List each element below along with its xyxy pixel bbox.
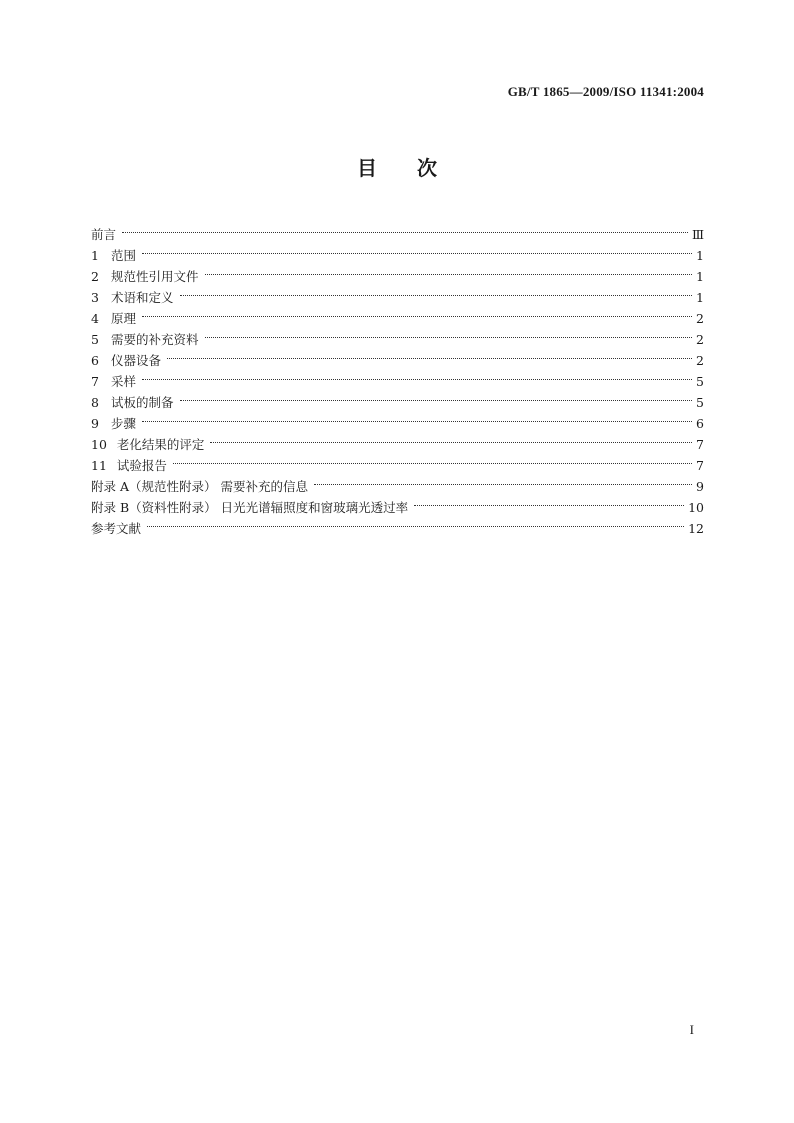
toc-entry-label: 附录 A（规范性附录） 需要补充的信息	[91, 479, 308, 494]
toc-entry-assessment[interactable]	[91, 428, 704, 452]
toc-entry-page: 6	[696, 416, 704, 431]
page-number: I	[689, 1022, 694, 1037]
toc-entry-page: 1	[696, 290, 704, 305]
toc-leader-dots	[142, 407, 692, 428]
toc-entry-number: 3	[91, 290, 99, 305]
toc-leader-dots	[205, 260, 692, 281]
toc-entry-number: 7	[91, 374, 99, 389]
toc-entry-number: 2	[91, 269, 99, 284]
toc-entry-label: 试验报告	[116, 458, 167, 473]
toc-entry-number: 8	[91, 395, 99, 410]
toc-leader-dots	[314, 470, 692, 491]
toc-entry-number: 6	[91, 353, 99, 368]
toc-leader-dots	[180, 386, 692, 407]
toc-entry-number: 10	[91, 437, 107, 452]
toc-entry-page: 7	[696, 437, 704, 452]
toc-entry-terms-definitions[interactable]	[91, 281, 704, 305]
toc-leader-dots	[180, 281, 692, 302]
toc-entry-label: 范围	[111, 248, 137, 263]
toc-entry-page: 10	[688, 500, 704, 515]
toc-entry-page: 9	[696, 479, 704, 494]
toc-entry-label: 老化结果的评定	[116, 437, 205, 452]
toc-leader-dots	[147, 512, 684, 533]
table-of-contents	[91, 218, 704, 536]
toc-entry-test-report[interactable]	[91, 449, 704, 473]
page-title: 目次	[357, 156, 477, 180]
toc-entry-page: 12	[688, 521, 704, 536]
toc-entry-label: 原理	[111, 311, 137, 326]
toc-entry-page: 2	[696, 332, 704, 347]
toc-entry-label: 采样	[111, 374, 137, 389]
toc-entry-apparatus[interactable]	[91, 344, 704, 368]
toc-entry-panel-preparation[interactable]	[91, 386, 704, 410]
toc-leader-dots	[142, 365, 692, 386]
toc-entry-page: 7	[696, 458, 704, 473]
toc-entry-label: 仪器设备	[111, 353, 162, 368]
toc-leader-dots	[173, 449, 692, 470]
toc-entry-page: 5	[696, 395, 704, 410]
toc-entry-number: 11	[91, 458, 107, 473]
toc-entry-foreword[interactable]	[91, 218, 704, 242]
toc-entry-label: 参考文献	[91, 521, 142, 536]
toc-entry-number: 9	[91, 416, 99, 431]
toc-entry-label: 前言	[91, 227, 117, 242]
toc-leader-dots	[142, 302, 692, 323]
toc-entry-label: 试板的制备	[111, 395, 174, 410]
toc-entry-page: 5	[696, 374, 704, 389]
toc-entry-number: 1	[91, 248, 99, 263]
toc-entry-page: 2	[696, 311, 704, 326]
toc-entry-sampling[interactable]	[91, 365, 704, 389]
toc-entry-page: 2	[696, 353, 704, 368]
toc-entry-scope[interactable]	[91, 239, 704, 263]
toc-entry-supplementary-info[interactable]	[91, 323, 704, 347]
toc-leader-dots	[414, 491, 684, 512]
toc-leader-dots	[142, 239, 692, 260]
toc-entry-principle[interactable]	[91, 302, 704, 326]
toc-leader-dots	[167, 344, 692, 365]
toc-entry-page: Ⅲ	[691, 227, 704, 242]
toc-entry-label: 规范性引用文件	[111, 269, 199, 284]
toc-entry-annex-a[interactable]	[91, 470, 704, 494]
toc-entry-number: 5	[91, 332, 99, 347]
toc-leader-dots	[205, 323, 692, 344]
toc-entry-normative-references[interactable]	[91, 260, 704, 284]
toc-entry-label: 术语和定义	[111, 290, 174, 305]
toc-leader-dots	[210, 428, 692, 449]
toc-entry-page: 1	[696, 248, 704, 263]
toc-leader-dots	[122, 218, 688, 239]
toc-entry-bibliography[interactable]	[91, 512, 704, 536]
standard-code: GB/T 1865—2009/ISO 11341:2004	[507, 84, 704, 99]
toc-entry-label: 附录 B（资料性附录） 日光光谱辐照度和窗玻璃光透过率	[91, 500, 409, 515]
toc-entry-label: 需要的补充资料	[111, 332, 199, 347]
toc-entry-procedure[interactable]	[91, 407, 704, 431]
toc-entry-number: 4	[91, 311, 99, 326]
toc-entry-page: 1	[696, 269, 704, 284]
toc-entry-label: 步骤	[111, 416, 137, 431]
